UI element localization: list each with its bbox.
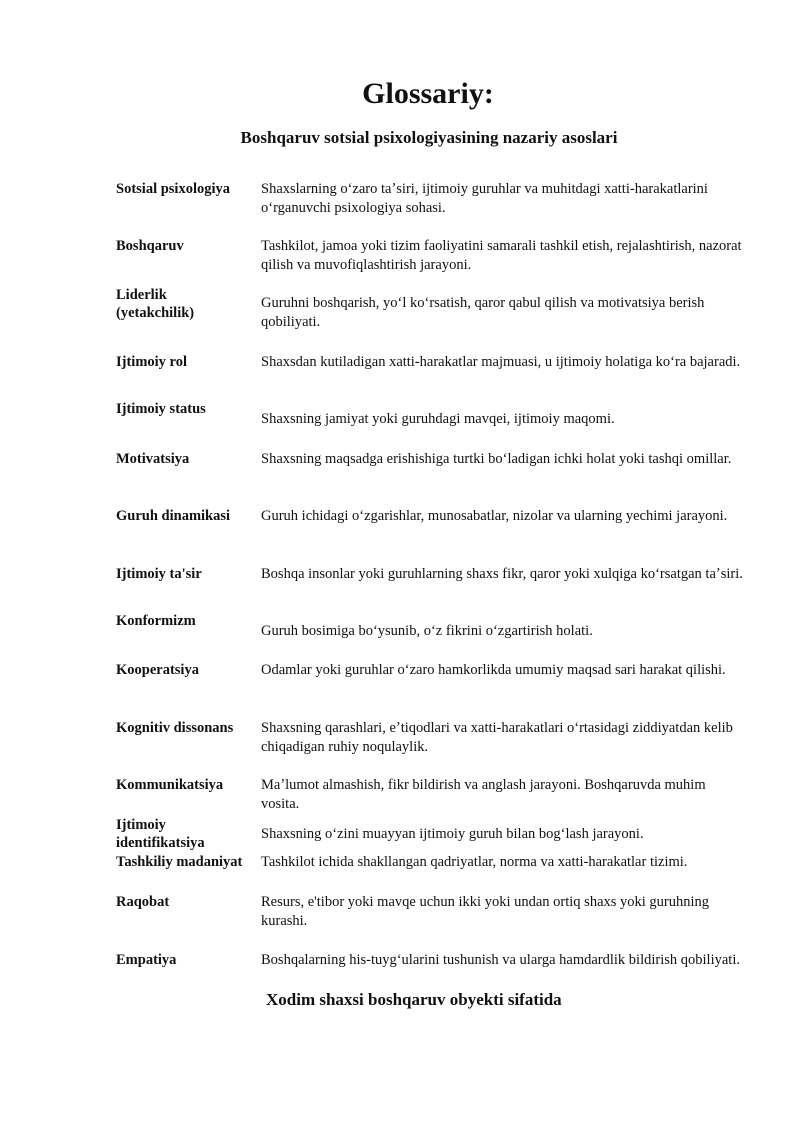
glossary-term: Motivatsiya bbox=[116, 451, 190, 467]
glossary-definition: Guruhni boshqarish, yoʻl koʻrsatish, qaror qabul qilish va motivatsiya berish qobiliyati. bbox=[261, 295, 705, 330]
glossary-term: Ijtimoiy status bbox=[116, 401, 206, 417]
glossary-definition: Tashkilot, jamoa yoki tizim faoliyatini samarali tashkil etish, rejalashtirish, nazorat qilish va muvofiqlashtirish jarayoni. bbox=[261, 238, 742, 273]
glossary-term: Ijtimoiy ta'sir bbox=[116, 566, 202, 582]
glossary-term: Kommunikatsiya bbox=[116, 777, 224, 793]
glossary-definition: Maʼlumot almashish, fikr bildirish va anglash jarayoni. Boshqaruvda muhim vosita. bbox=[261, 777, 706, 812]
glossary-definition: Guruh bosimiga boʻysunib, oʻz fikrini oʻzgartirish holati. bbox=[261, 623, 593, 639]
glossary-term: Liderlik (yetakchilik) bbox=[116, 287, 195, 321]
glossary-term: Ijtimoiy rol bbox=[116, 354, 188, 370]
glossary-term: Tashkiliy madaniyat bbox=[116, 854, 243, 870]
document-subtitle: Boshqaruv sotsial psixologiyasining nazariy asoslari bbox=[240, 128, 618, 147]
glossary-definition: Shaxsning oʻzini muayyan ijtimoiy guruh bilan bogʻlash jarayoni. bbox=[261, 826, 644, 842]
glossary-term: Kognitiv dissonans bbox=[116, 720, 234, 736]
glossary-definition: Tashkilot ichida shakllangan qadriyatlar, norma va xatti-harakatlar tizimi. bbox=[261, 854, 688, 870]
glossary-definition: Shaxsning maqsadga erishishiga turtki boʻladigan ichki holat yoki tashqi omillar. bbox=[261, 451, 732, 467]
section-heading: Xodim shaxsi boshqaruv obyekti sifatida bbox=[266, 990, 562, 1009]
glossary-definition: Shaxslarning oʻzaro taʼsiri, ijtimoiy guruhlar va muhitdagi xatti-harakatlarini oʻrganuvchi psixologiya sohasi. bbox=[261, 181, 708, 216]
glossary-term: Sotsial psixologiya bbox=[116, 181, 231, 197]
glossary-definition: Boshqalarning his-tuygʻularini tushunish va ularga hamdardlik bildirish qobiliyati. bbox=[261, 952, 740, 968]
glossary-definition: Shaxsdan kutiladigan xatti-harakatlar majmuasi, u ijtimoiy holatiga koʻra bajaradi. bbox=[261, 354, 741, 370]
glossary-definition: Boshqa insonlar yoki guruhlarning shaxs fikr, qaror yoki xulqiga koʻrsatgan taʼsiri. bbox=[261, 566, 743, 582]
glossary-term: Kooperatsiya bbox=[116, 662, 199, 678]
glossary-definition: Resurs, e'tibor yoki mavqe uchun ikki yoki undan ortiq shaxs yoki guruhning kurashi. bbox=[261, 894, 710, 929]
glossary-term: Guruh dinamikasi bbox=[116, 508, 231, 524]
glossary-term: Raqobat bbox=[116, 894, 170, 910]
glossary-definition: Odamlar yoki guruhlar oʻzaro hamkorlikda umumiy maqsad sari harakat qilishi. bbox=[261, 662, 726, 678]
glossary-definition: Guruh ichidagi oʻzgarishlar, munosabatlar, nizolar va ularning yechimi jarayoni. bbox=[261, 508, 728, 524]
document-title: Glossariy: bbox=[362, 77, 494, 110]
glossary-term: Ijtimoiy identifikatsiya bbox=[116, 817, 205, 851]
glossary-term: Boshqaruv bbox=[116, 238, 184, 254]
glossary-term: Konformizm bbox=[116, 613, 196, 629]
glossary-definition: Shaxsning jamiyat yoki guruhdagi mavqei, ijtimoiy maqomi. bbox=[261, 411, 615, 427]
glossary-definition: Shaxsning qarashlari, eʼtiqodlari va xatti-harakatlari oʻrtasidagi ziddiyatdan kelib chiqadigan ruhiy noqulaylik. bbox=[261, 720, 733, 755]
glossary-term: Empatiya bbox=[116, 952, 177, 968]
